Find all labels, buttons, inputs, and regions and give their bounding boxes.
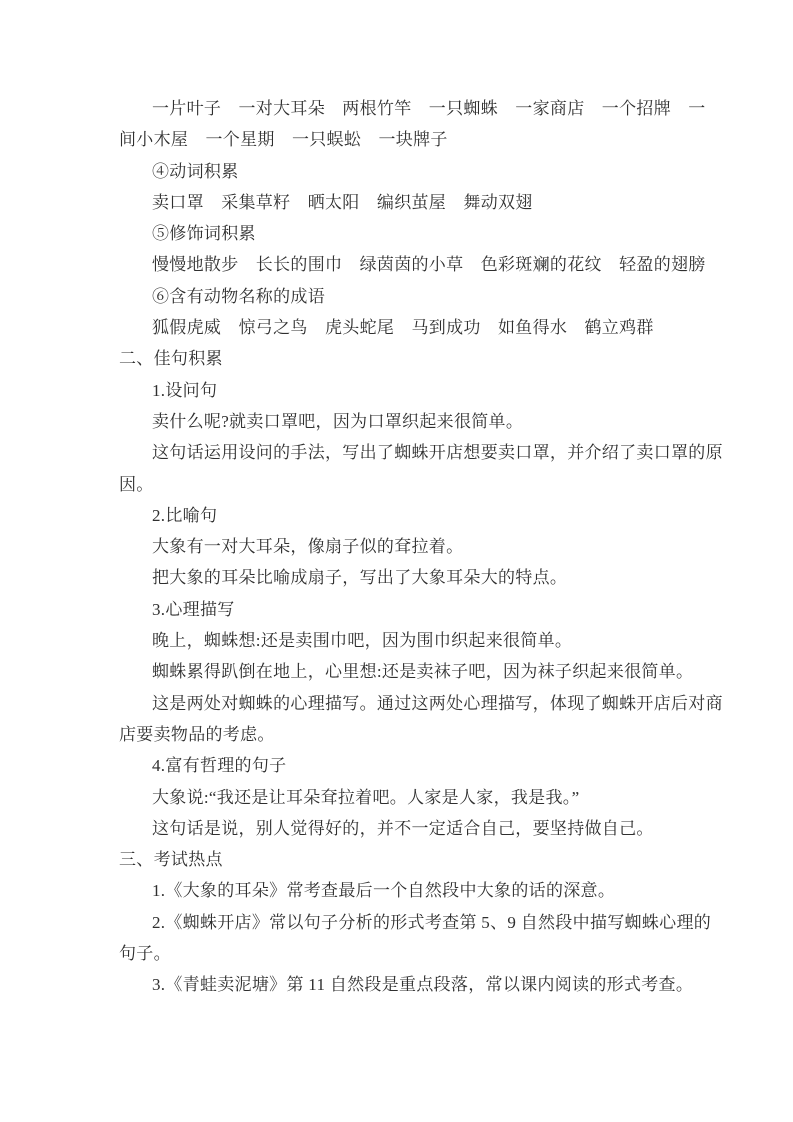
document-line: 狐假虎威 惊弓之鸟 虎头蛇尾 马到成功 如鱼得水 鹤立鸡群 bbox=[152, 318, 654, 338]
document-line: 大象有一对大耳朵，像扇子似的耷拉着。 bbox=[152, 537, 464, 557]
numbered-subheading: 3.心理描写 bbox=[152, 599, 235, 619]
list-label: ⑤修饰词积累 bbox=[152, 224, 256, 244]
document-line: 1.《大象的耳朵》常考查最后一个自然段中大象的话的深意。 bbox=[152, 881, 616, 901]
list-label: ⑥含有动物名称的成语 bbox=[152, 286, 325, 306]
document-line: 店要卖物品的考虑。 bbox=[119, 724, 275, 744]
section-heading: 三、考试热点 bbox=[119, 850, 223, 870]
document-line: 3.《青蛙卖泥塘》第 11 自然段是重点段落，常以课内阅读的形式考查。 bbox=[152, 975, 694, 995]
document-line: 大象说:“我还是让耳朵耷拉着吧。人家是人家，我是我。” bbox=[152, 787, 580, 807]
document-line: 慢慢地散步 长长的围巾 绿茵茵的小草 色彩斑斓的花纹 轻盈的翅膀 bbox=[152, 255, 706, 275]
numbered-subheading: 4.富有哲理的句子 bbox=[152, 756, 287, 776]
list-label: ④动词积累 bbox=[152, 161, 239, 181]
document-line: 把大象的耳朵比喻成扇子，写出了大象耳朵大的特点。 bbox=[152, 568, 568, 588]
document-line: 卖口罩 采集草籽 晒太阳 编织茧屋 舞动双翅 bbox=[152, 192, 533, 212]
document-line: 这句话是说，别人觉得好的，并不一定适合自己，要坚持做自己。 bbox=[152, 818, 654, 838]
document-line: 2.《蜘蛛开店》常以句子分析的形式考查第 5、9 自然段中描写蜘蛛心理的 bbox=[152, 912, 712, 932]
document-line: 句子。 bbox=[119, 944, 171, 964]
document-line: 蜘蛛累得趴倒在地上，心里想:还是卖袜子吧，因为袜子织起来很简单。 bbox=[152, 662, 694, 682]
numbered-subheading: 1.设问句 bbox=[152, 380, 218, 400]
document-line: 因。 bbox=[119, 474, 154, 494]
document-line: 卖什么呢?就卖口罩吧，因为口罩织起来很简单。 bbox=[152, 411, 524, 431]
section-heading: 二、佳句积累 bbox=[119, 349, 223, 369]
document-line: 间小木屋 一个星期 一只蜈蚣 一块牌子 bbox=[119, 130, 448, 150]
document-line: 晚上，蜘蛛想:还是卖围巾吧，因为围巾织起来很简单。 bbox=[152, 631, 573, 651]
numbered-subheading: 2.比喻句 bbox=[152, 505, 218, 525]
document-line: 一片叶子 一对大耳朵 两根竹竿 一只蜘蛛 一家商店 一个招牌 一 bbox=[152, 99, 706, 118]
document-line: 这句话运用设问的手法，写出了蜘蛛开店想要卖口罩，并介绍了卖口罩的原 bbox=[152, 443, 723, 463]
document-body bbox=[119, 93, 759, 1001]
document-line: 这是两处对蜘蛛的心理描写。通过这两处心理描写，体现了蜘蛛开店后对商 bbox=[152, 693, 723, 713]
